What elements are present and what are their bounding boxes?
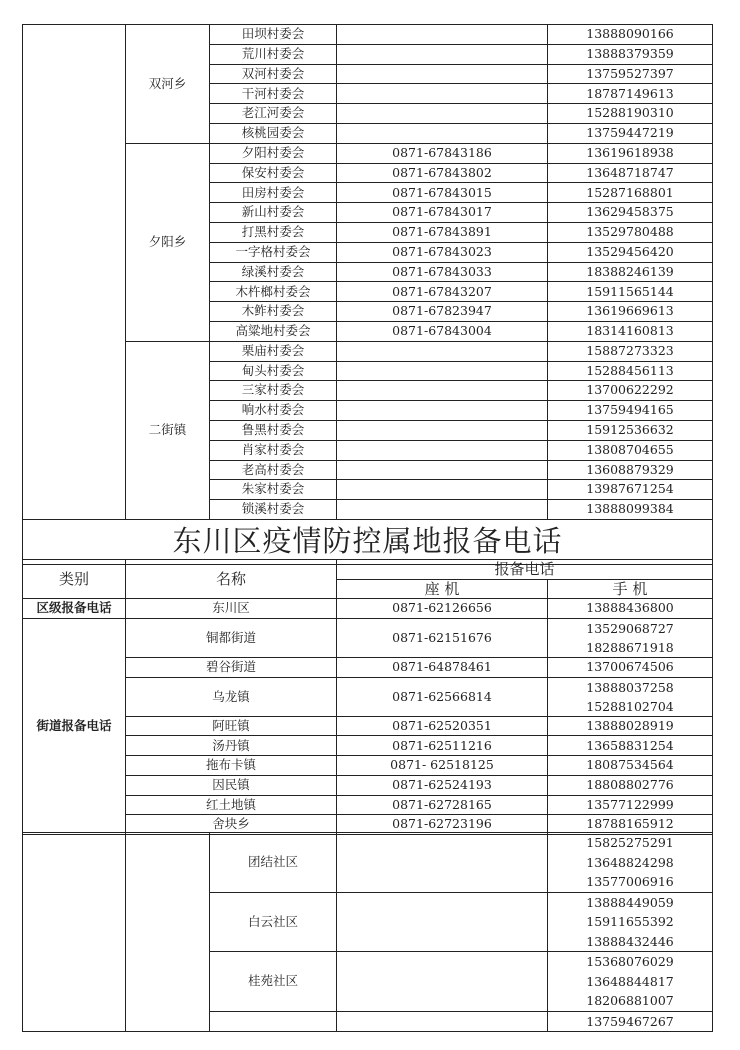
district-category: 区级报备电话: [23, 599, 126, 619]
community-landline: [337, 833, 548, 893]
village-name: 栗庙村委会: [210, 341, 337, 361]
street-name: 铜都街道: [126, 619, 337, 658]
mobile-number: 18788165912: [586, 816, 674, 832]
community-name: 桂苑社区: [210, 952, 337, 1012]
mobile-cell: 18314160813: [548, 321, 713, 341]
landline-cell: [337, 420, 548, 440]
landline-cell: [337, 123, 548, 143]
mobile-cell: 13629458375: [548, 203, 713, 223]
landline-cell: 0871-67843017: [337, 203, 548, 223]
landline-cell: [337, 361, 548, 381]
table-row: [23, 716, 713, 736]
mobile-number: 13888449059: [586, 894, 674, 910]
village-name: 朱家村委会: [210, 480, 337, 500]
mobile-number: 15911655392: [586, 914, 674, 929]
blank-category-cell: [23, 833, 126, 1032]
mobile-number: 15825275291: [586, 835, 674, 850]
district-name: 东川区: [126, 599, 337, 619]
village-name: 田房村委会: [210, 183, 337, 203]
mobile-cell: 18787149613: [548, 84, 713, 104]
mobile-cell: 13987671254: [548, 480, 713, 500]
village-name: 双河村委会: [210, 64, 337, 84]
village-name: 一字格村委会: [210, 242, 337, 262]
community-mobiles: [548, 952, 713, 1012]
mobile-number: 13529068727: [586, 621, 674, 637]
header-name: 名称: [126, 560, 337, 599]
mobile-cell: 13700622292: [548, 381, 713, 401]
landline-cell: 0871-67843802: [337, 163, 548, 183]
blank-category-cell: [23, 25, 126, 520]
table-row: [23, 619, 713, 658]
landline-cell: [337, 341, 548, 361]
community-mobiles: [548, 833, 713, 893]
blank-name-cell: [126, 833, 210, 1032]
mobile-cell: 13619669613: [548, 302, 713, 322]
street-name: 拖布卡镇: [126, 756, 337, 776]
mobile-cell: 13888090166: [548, 25, 713, 45]
village-name: 三家村委会: [210, 381, 337, 401]
mobile-number: 18087534564: [586, 757, 674, 773]
village-name: 新山村委会: [210, 203, 337, 223]
street-name: 阿旺镇: [126, 716, 337, 736]
community-mobiles: [548, 1011, 713, 1032]
mobile-number: 13888028919: [586, 717, 674, 733]
township-name: 夕阳乡: [126, 143, 210, 341]
street-landline: 0871- 62518125: [337, 756, 548, 776]
street-landline: 0871-62524193: [337, 775, 548, 795]
community-mobiles: [548, 892, 713, 952]
mobile-number: 13658831254: [586, 737, 674, 753]
mobile-cell: 13619618938: [548, 143, 713, 163]
landline-cell: [337, 104, 548, 124]
street-name: 舍块乡: [126, 815, 337, 835]
district-landline: 0871-62126656: [337, 599, 548, 619]
community-name: 团结社区: [210, 833, 337, 893]
village-name: 核桃园委会: [210, 123, 337, 143]
mobile-cell: 13888379359: [548, 44, 713, 64]
street-landline: 0871-62723196: [337, 815, 548, 835]
mobile-number: 13759467267: [586, 1013, 674, 1029]
village-name: 夕阳村委会: [210, 143, 337, 163]
mobile-cell: 15287168801: [548, 183, 713, 203]
street-mobiles: [548, 775, 713, 795]
mobile-cell: 15911565144: [548, 282, 713, 302]
landline-cell: [337, 500, 548, 520]
street-mobiles: [548, 736, 713, 756]
community-name: [210, 1011, 337, 1032]
table-row: [23, 143, 713, 163]
village-name: 高粱地村委会: [210, 321, 337, 341]
street-landline: 0871-62728165: [337, 795, 548, 815]
mobile-cell: 13759494165: [548, 401, 713, 421]
street-landline: 0871-62566814: [337, 677, 548, 716]
village-name: 锁溪村委会: [210, 500, 337, 520]
street-name: 因民镇: [126, 775, 337, 795]
street-category: 街道报备电话: [23, 619, 126, 835]
landline-cell: [337, 84, 548, 104]
street-name: 碧谷街道: [126, 658, 337, 678]
header-category: 类别: [23, 560, 126, 599]
mobile-number: 15368076029: [586, 954, 674, 969]
mobile-number: 13577006916: [586, 874, 674, 889]
mobile-number: 13700674506: [586, 659, 674, 675]
community-landline: [337, 1011, 548, 1032]
table-row: [23, 341, 713, 361]
village-name: 响水村委会: [210, 401, 337, 421]
community-landline: [337, 892, 548, 952]
village-name: 老高村委会: [210, 460, 337, 480]
landline-cell: [337, 381, 548, 401]
village-name: 老江河委会: [210, 104, 337, 124]
landline-cell: [337, 480, 548, 500]
street-mobiles: [548, 619, 713, 658]
table-row: [23, 736, 713, 756]
mobile-number: 13648824298: [586, 854, 674, 870]
township-name: 双河乡: [126, 25, 210, 144]
street-landline: 0871-62520351: [337, 716, 548, 736]
landline-cell: 0871-67843015: [337, 183, 548, 203]
village-name: 干河村委会: [210, 84, 337, 104]
community-landline: [337, 952, 548, 1012]
mobile-cell: 13529780488: [548, 222, 713, 242]
street-name: 乌龙镇: [126, 677, 337, 716]
mobile-cell: 13888099384: [548, 500, 713, 520]
street-mobiles: [548, 658, 713, 678]
header-mobile: 手 机: [548, 579, 713, 599]
landline-cell: 0871-67823947: [337, 302, 548, 322]
mobile-cell: 15288190310: [548, 104, 713, 124]
landline-cell: [337, 401, 548, 421]
landline-cell: [337, 64, 548, 84]
mobile-cell: 13759447219: [548, 123, 713, 143]
mobile-number: 13888037258: [586, 679, 674, 695]
landline-cell: 0871-67843023: [337, 242, 548, 262]
landline-cell: [337, 460, 548, 480]
landline-cell: 0871-67843207: [337, 282, 548, 302]
mobile-cell: 13808704655: [548, 440, 713, 460]
village-name: 打黑村委会: [210, 222, 337, 242]
mobile-cell: 15887273323: [548, 341, 713, 361]
landline-cell: [337, 440, 548, 460]
village-committee-table: [22, 24, 713, 565]
community-name: 白云社区: [210, 892, 337, 952]
landline-cell: 0871-67843186: [337, 143, 548, 163]
landline-cell: 0871-67843891: [337, 222, 548, 242]
table-row: [23, 775, 713, 795]
mobile-cell: 13608879329: [548, 460, 713, 480]
community-table: [22, 832, 713, 1032]
report-phone-table: [22, 559, 713, 835]
mobile-number: 18206881007: [586, 993, 674, 1008]
page-title: 东川区疫情防控属地报备电话: [23, 519, 713, 564]
table-row: [23, 795, 713, 815]
header-landline: 座 机: [337, 579, 548, 599]
district-row: [23, 599, 713, 619]
mobile-cell: 13648718747: [548, 163, 713, 183]
street-mobiles: [548, 795, 713, 815]
mobile-number: 13648844817: [586, 973, 674, 989]
mobile-number: 13888432446: [586, 933, 674, 949]
street-landline: 0871-62511216: [337, 736, 548, 756]
table-row: [23, 833, 713, 893]
mobile-cell: 18388246139: [548, 262, 713, 282]
village-name: 绿溪村委会: [210, 262, 337, 282]
street-mobiles: [548, 716, 713, 736]
table-row: [23, 658, 713, 678]
landline-cell: [337, 25, 548, 45]
village-name: 木鲊村委会: [210, 302, 337, 322]
mobile-number: 18808802776: [586, 776, 674, 792]
village-name: 甸头村委会: [210, 361, 337, 381]
township-name: 二街镇: [126, 341, 210, 519]
mobile-number: 18288671918: [586, 640, 674, 656]
village-name: 鲁黑村委会: [210, 420, 337, 440]
street-name: 汤丹镇: [126, 736, 337, 756]
street-landline: 0871-62151676: [337, 619, 548, 658]
mobile-number: 13577122999: [586, 796, 674, 812]
landline-cell: [337, 44, 548, 64]
village-name: 木杵榔村委会: [210, 282, 337, 302]
landline-cell: 0871-67843033: [337, 262, 548, 282]
mobile-cell: 15912536632: [548, 420, 713, 440]
district-mobile: 13888436800: [548, 599, 713, 619]
header-phone: 报备电话: [337, 560, 713, 580]
village-name: 荒川村委会: [210, 44, 337, 64]
table-row: [23, 677, 713, 716]
village-name: 肖家村委会: [210, 440, 337, 460]
village-name: 保安村委会: [210, 163, 337, 183]
village-name: 田坝村委会: [210, 25, 337, 45]
street-landline: 0871-64878461: [337, 658, 548, 678]
street-mobiles: [548, 756, 713, 776]
street-mobiles: [548, 677, 713, 716]
landline-cell: 0871-67843004: [337, 321, 548, 341]
mobile-cell: 15288456113: [548, 361, 713, 381]
table-row: [23, 756, 713, 776]
street-name: 红土地镇: [126, 795, 337, 815]
mobile-cell: 13529456420: [548, 242, 713, 262]
mobile-cell: 13759527397: [548, 64, 713, 84]
table-row: [23, 25, 713, 45]
mobile-number: 15288102704: [586, 698, 674, 714]
